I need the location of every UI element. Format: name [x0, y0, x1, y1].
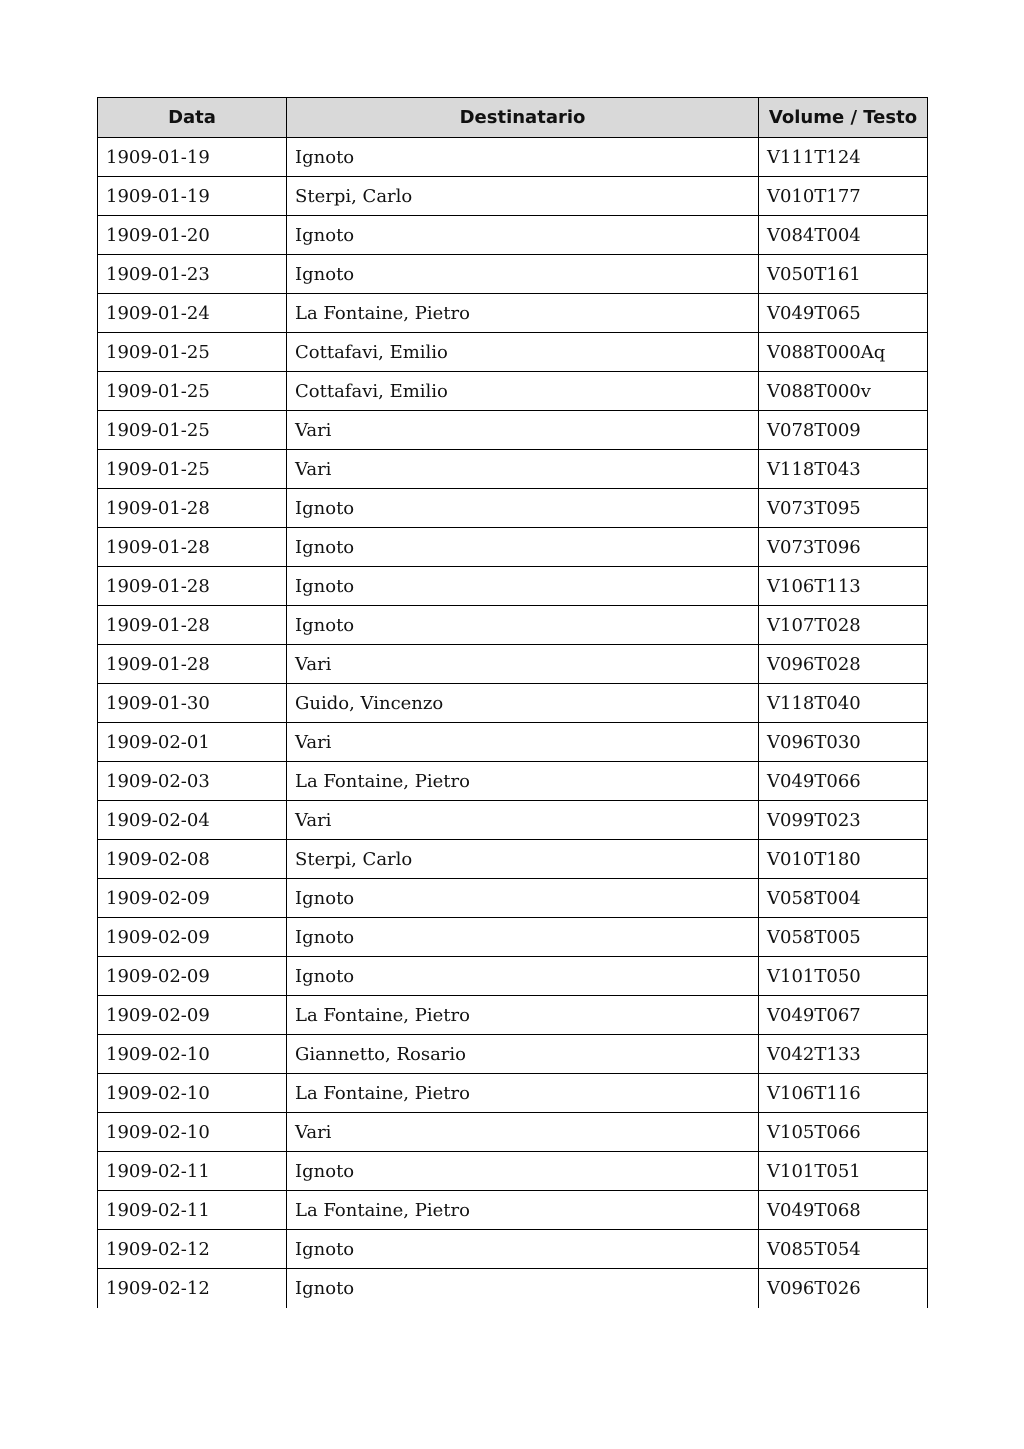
cell-destinatario: Ignoto [287, 528, 759, 567]
cell-volume-testo: V101T051 [759, 1152, 928, 1191]
table-row [98, 177, 928, 216]
cell-data: 1909-02-08 [98, 840, 287, 879]
cell-data: 1909-02-01 [98, 723, 287, 762]
cell-volume-testo: V058T005 [759, 918, 928, 957]
cell-destinatario: La Fontaine, Pietro [287, 996, 759, 1035]
cell-data: 1909-01-25 [98, 411, 287, 450]
cell-volume-testo: V111T124 [759, 138, 928, 177]
cell-destinatario: Ignoto [287, 216, 759, 255]
table-row [98, 606, 928, 645]
cell-data: 1909-01-28 [98, 489, 287, 528]
table-header-row [98, 98, 928, 138]
cell-volume-testo: V049T065 [759, 294, 928, 333]
cell-destinatario: Vari [287, 801, 759, 840]
cell-data: 1909-02-09 [98, 957, 287, 996]
cell-volume-testo: V073T096 [759, 528, 928, 567]
cell-volume-testo: V099T023 [759, 801, 928, 840]
cell-destinatario: Ignoto [287, 1152, 759, 1191]
cell-data: 1909-01-23 [98, 255, 287, 294]
cell-destinatario: Ignoto [287, 1230, 759, 1269]
table-row [98, 255, 928, 294]
header-volume-testo: Volume / Testo [759, 98, 928, 138]
document-page [97, 97, 927, 1308]
cell-data: 1909-01-25 [98, 450, 287, 489]
cell-data: 1909-01-25 [98, 333, 287, 372]
cell-destinatario: Sterpi, Carlo [287, 840, 759, 879]
table-row [98, 1269, 928, 1308]
cell-destinatario: Giannetto, Rosario [287, 1035, 759, 1074]
table-row [98, 216, 928, 255]
table-row [98, 489, 928, 528]
cell-data: 1909-02-10 [98, 1074, 287, 1113]
cell-destinatario: Sterpi, Carlo [287, 177, 759, 216]
table-row [98, 918, 928, 957]
cell-data: 1909-02-04 [98, 801, 287, 840]
cell-destinatario: Vari [287, 723, 759, 762]
table-row [98, 1035, 928, 1074]
header-data: Data [98, 98, 287, 138]
cell-destinatario: Guido, Vincenzo [287, 684, 759, 723]
cell-volume-testo: V010T180 [759, 840, 928, 879]
cell-destinatario: La Fontaine, Pietro [287, 762, 759, 801]
cell-volume-testo: V096T026 [759, 1269, 928, 1308]
cell-destinatario: Ignoto [287, 918, 759, 957]
cell-volume-testo: V049T068 [759, 1191, 928, 1230]
table-row [98, 1230, 928, 1269]
cell-data: 1909-01-20 [98, 216, 287, 255]
table-row [98, 645, 928, 684]
cell-volume-testo: V096T028 [759, 645, 928, 684]
table-row [98, 450, 928, 489]
cell-volume-testo: V096T030 [759, 723, 928, 762]
table-row [98, 1113, 928, 1152]
cell-volume-testo: V118T043 [759, 450, 928, 489]
cell-volume-testo: V084T004 [759, 216, 928, 255]
cell-volume-testo: V078T009 [759, 411, 928, 450]
table-row [98, 957, 928, 996]
table-row [98, 1152, 928, 1191]
cell-destinatario: La Fontaine, Pietro [287, 1074, 759, 1113]
table-row [98, 1191, 928, 1230]
cell-volume-testo: V049T067 [759, 996, 928, 1035]
cell-data: 1909-02-12 [98, 1230, 287, 1269]
cell-volume-testo: V107T028 [759, 606, 928, 645]
cell-data: 1909-01-19 [98, 138, 287, 177]
table-row [98, 723, 928, 762]
cell-data: 1909-02-03 [98, 762, 287, 801]
cell-data: 1909-01-19 [98, 177, 287, 216]
cell-destinatario: Vari [287, 450, 759, 489]
table-row [98, 840, 928, 879]
cell-destinatario: Ignoto [287, 489, 759, 528]
cell-data: 1909-02-10 [98, 1113, 287, 1152]
cell-destinatario: Vari [287, 1113, 759, 1152]
letters-table [97, 97, 928, 1308]
cell-data: 1909-02-09 [98, 918, 287, 957]
table-row [98, 879, 928, 918]
cell-data: 1909-01-30 [98, 684, 287, 723]
table-row [98, 801, 928, 840]
cell-volume-testo: V088T000Aq [759, 333, 928, 372]
cell-data: 1909-02-11 [98, 1152, 287, 1191]
cell-data: 1909-01-28 [98, 606, 287, 645]
cell-volume-testo: V049T066 [759, 762, 928, 801]
table-row [98, 294, 928, 333]
table-row [98, 333, 928, 372]
cell-destinatario: Cottafavi, Emilio [287, 333, 759, 372]
cell-volume-testo: V058T004 [759, 879, 928, 918]
cell-data: 1909-01-25 [98, 372, 287, 411]
cell-volume-testo: V088T000v [759, 372, 928, 411]
cell-volume-testo: V050T161 [759, 255, 928, 294]
cell-data: 1909-02-09 [98, 879, 287, 918]
cell-destinatario: Ignoto [287, 606, 759, 645]
table-row [98, 411, 928, 450]
cell-data: 1909-02-09 [98, 996, 287, 1035]
cell-destinatario: Ignoto [287, 255, 759, 294]
header-destinatario: Destinatario [287, 98, 759, 138]
cell-volume-testo: V073T095 [759, 489, 928, 528]
cell-volume-testo: V106T113 [759, 567, 928, 606]
cell-destinatario: Ignoto [287, 567, 759, 606]
cell-destinatario: Ignoto [287, 138, 759, 177]
table-row [98, 1074, 928, 1113]
cell-data: 1909-02-12 [98, 1269, 287, 1308]
cell-data: 1909-02-10 [98, 1035, 287, 1074]
cell-volume-testo: V085T054 [759, 1230, 928, 1269]
cell-volume-testo: V010T177 [759, 177, 928, 216]
cell-destinatario: Cottafavi, Emilio [287, 372, 759, 411]
cell-destinatario: La Fontaine, Pietro [287, 1191, 759, 1230]
cell-data: 1909-01-28 [98, 645, 287, 684]
table-row [98, 762, 928, 801]
table-row [98, 684, 928, 723]
cell-data: 1909-01-24 [98, 294, 287, 333]
table-body [98, 138, 928, 1308]
cell-data: 1909-01-28 [98, 528, 287, 567]
cell-volume-testo: V105T066 [759, 1113, 928, 1152]
cell-volume-testo: V042T133 [759, 1035, 928, 1074]
cell-destinatario: Ignoto [287, 879, 759, 918]
cell-volume-testo: V106T116 [759, 1074, 928, 1113]
cell-destinatario: Vari [287, 645, 759, 684]
table-row [98, 567, 928, 606]
table-row [98, 372, 928, 411]
cell-data: 1909-01-28 [98, 567, 287, 606]
table-row [98, 996, 928, 1035]
cell-destinatario: Vari [287, 411, 759, 450]
cell-volume-testo: V118T040 [759, 684, 928, 723]
table-row [98, 528, 928, 567]
table-row [98, 138, 928, 177]
cell-data: 1909-02-11 [98, 1191, 287, 1230]
cell-destinatario: La Fontaine, Pietro [287, 294, 759, 333]
cell-destinatario: Ignoto [287, 957, 759, 996]
cell-destinatario: Ignoto [287, 1269, 759, 1308]
cell-volume-testo: V101T050 [759, 957, 928, 996]
